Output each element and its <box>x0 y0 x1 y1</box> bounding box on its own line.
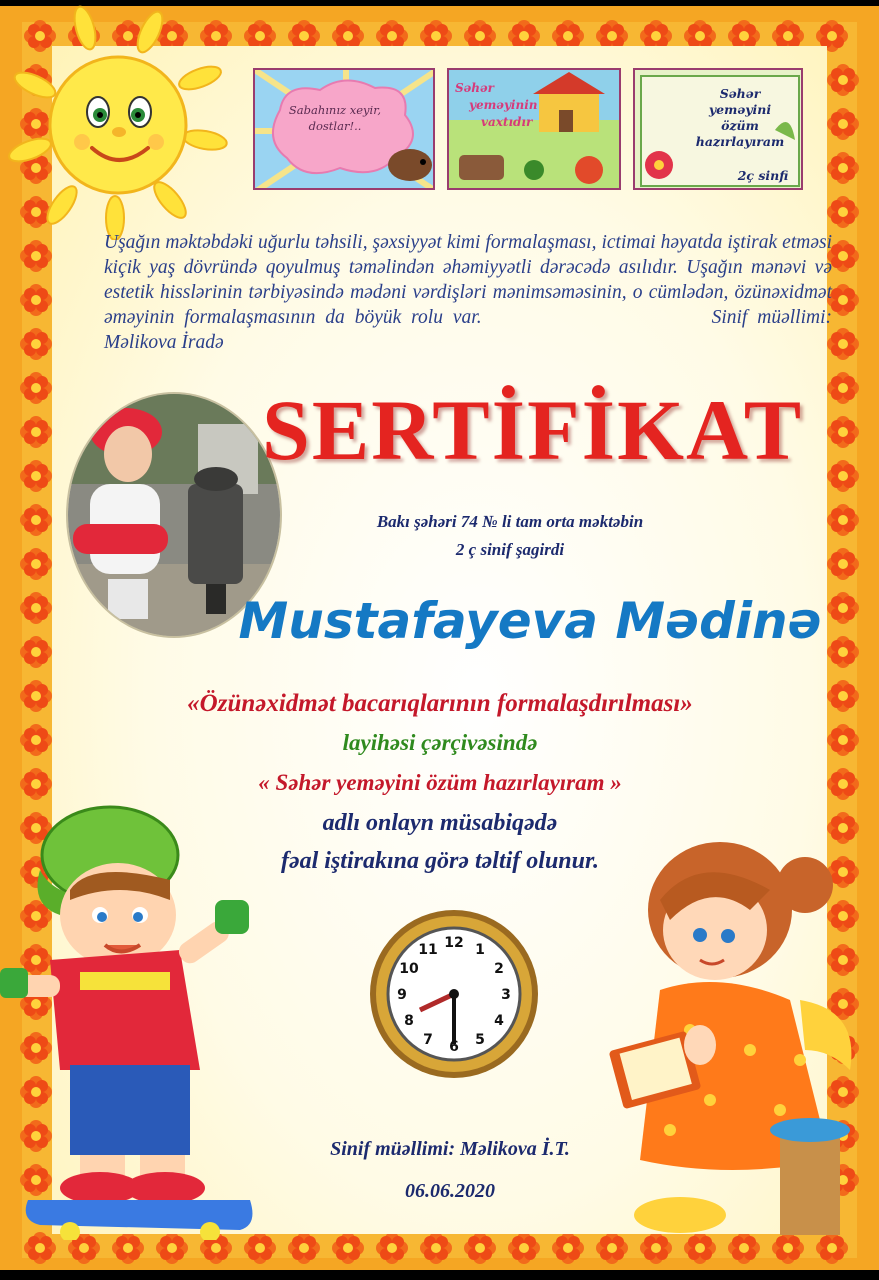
clock-number-5: 5 <box>475 1032 485 1048</box>
teacher-signature: Sinif müəllimi: Məlikova İ.T. <box>330 1138 570 1160</box>
thumb-greeting-line1: Sabahınız xeyir, <box>288 103 382 117</box>
project-frame: layihəsi çərçivəsində <box>342 730 538 755</box>
thumb-project-line4: hazırlayıram <box>695 134 785 149</box>
thumbnail-greeting <box>253 68 435 190</box>
thumb-project-line1: Səhər <box>719 86 761 101</box>
school-line-2: 2 ç sinif şagirdi <box>455 540 565 559</box>
clock-number-11: 11 <box>418 942 438 958</box>
certificate-date: 06.06.2020 <box>405 1180 495 1202</box>
thumb-project-footer: 2ç sinfi <box>737 168 789 183</box>
thumb-breakfast-line2: yeməyinin <box>469 98 538 112</box>
intro-signature: Sinif müəllimi: Məlikova İradə <box>104 307 832 353</box>
thumb-project-line3: özüm <box>721 118 759 133</box>
clock-number-3: 3 <box>501 987 511 1003</box>
thumb-breakfast-line3: vaxtıdır <box>481 115 533 129</box>
thumb-greeting-line2: dostlar!.. <box>308 119 362 133</box>
thumbnail-project <box>633 68 803 190</box>
school-line-1: Bakı şəhəri 74 № li tam orta məktəbin <box>376 512 644 531</box>
clock-number-9: 9 <box>397 987 407 1003</box>
clock-number-4: 4 <box>494 1013 504 1029</box>
clock-number-10: 10 <box>399 961 419 977</box>
clock-number-6: 6 <box>449 1039 459 1055</box>
student-name: Mustafayeva Mədinə <box>238 592 822 650</box>
boy-skater-illustration <box>0 800 270 1240</box>
certificate-title: SERTİFİKAT <box>262 382 804 478</box>
girl-reading-illustration <box>600 830 870 1240</box>
contest-title: « Səhər yeməyini özüm hazırlayıram » <box>258 770 622 795</box>
intro-paragraph <box>104 230 832 355</box>
award-line: fəal iştirakına görə təltif olunur. <box>280 848 600 874</box>
thumbnail-breakfast-time <box>447 68 621 190</box>
project-title: «Özünəxidmət bacarıqlarının formalaşdırılması» <box>187 690 693 717</box>
sun-illustration <box>0 0 250 240</box>
contest-line: adlı onlayn müsabiqədə <box>322 810 558 836</box>
clock-illustration <box>366 906 542 1082</box>
clock-number-2: 2 <box>494 961 504 977</box>
clock-number-1: 1 <box>475 942 485 958</box>
clock-number-8: 8 <box>404 1013 414 1029</box>
thumb-breakfast-line1: Səhər <box>455 81 494 95</box>
bottom-black-bar <box>0 1270 879 1280</box>
clock-number-7: 7 <box>423 1032 433 1048</box>
intro-text: Uşağın məktəbdəki uğurlu təhsili, şəxsiyyət kimi formalaşması, ictimai həyatda iştirak etməsi kiçik yaş dövründə qoyulmuş təməlindən əhəmiyyətli dərəcədə asılıdır. Uşağın mənəvi və estetik hisslərinin tərbiyəsində mədəni vərdişləri mənimsəməsinin, o cümlədən, özünəxidmət əməyinin formalaşmasının da böyük rolu var. <box>104 232 832 328</box>
clock-number-12: 12 <box>444 935 464 951</box>
thumb-project-line2: yeməyini <box>708 102 772 117</box>
